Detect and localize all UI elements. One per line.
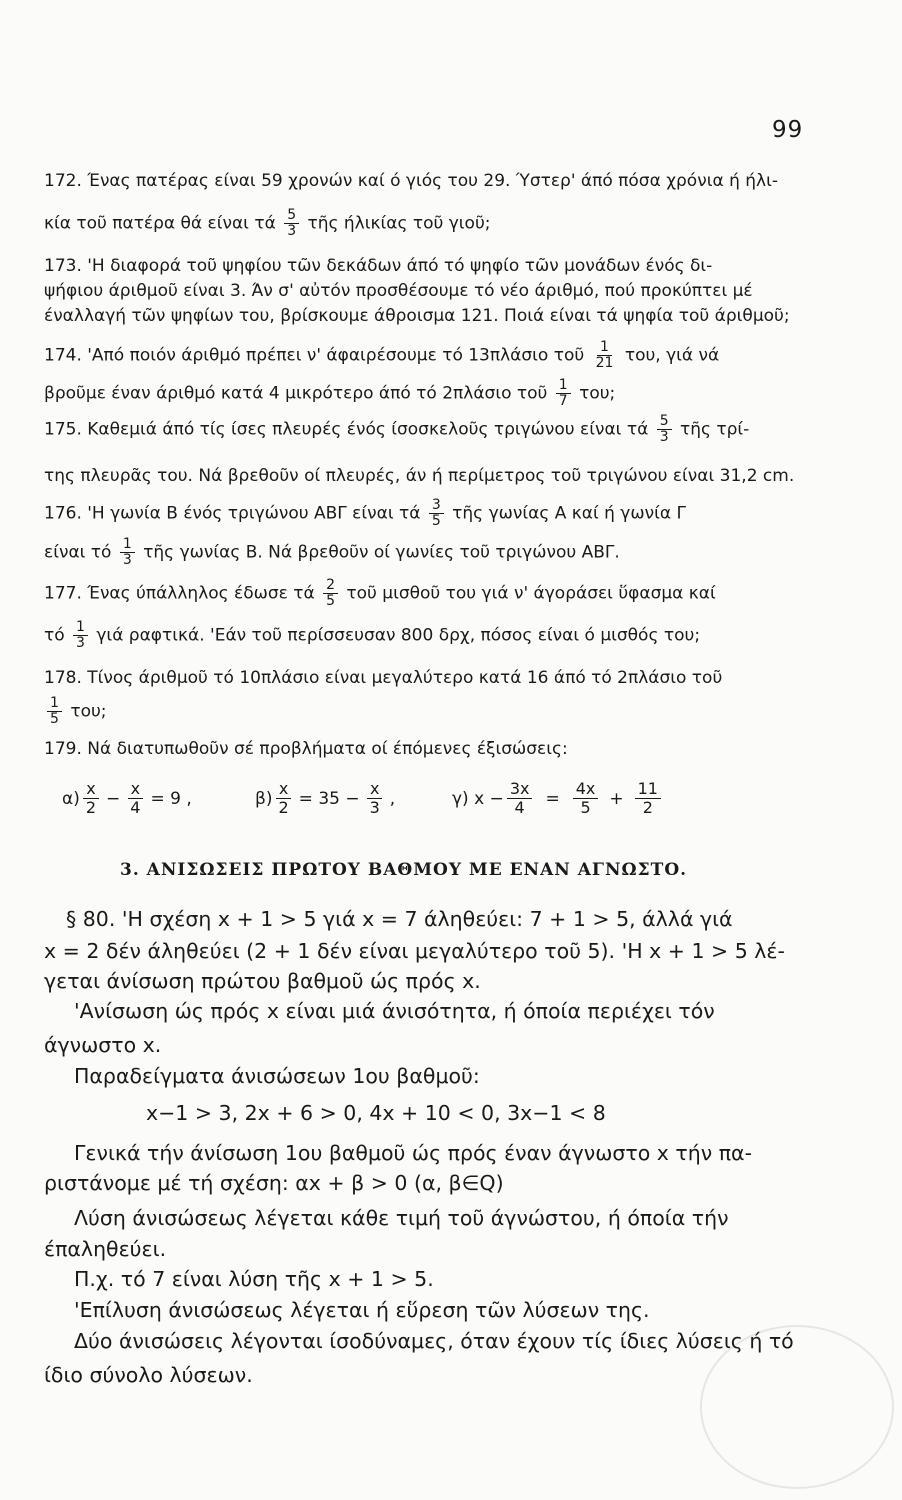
equation-c: γ) x − $\frac{3x}{4}$ = $\frac{4x}{5}$ + $\frac{11}{2}$ xyxy=(452,780,664,817)
section-80-line1: § 80. 'Η σχέση x + 1 > 5 γιά x = 7 άληθεύει: 7 + 1 > 5, άλλά γιά xyxy=(66,907,733,931)
fraction: $\frac{5}{3}$ xyxy=(657,414,672,445)
equation-b: β) $\frac{x}{2}$ = 35 − $\frac{x}{3}$ , xyxy=(255,779,396,817)
section-80-line5: άγνωστο x. xyxy=(44,1033,162,1057)
exercise-173-line1: 173. 'Η διαφορά τοῦ ψηφίου τῶν δεκάδων άπό τό ψηφίο τῶν μονάδων ένός δι- xyxy=(44,256,713,276)
fraction: $\frac{1}{21}$ xyxy=(595,339,614,371)
fraction: $\frac{4x}{5}$ xyxy=(573,780,599,817)
exercise-176-line1: 176. 'Η γωνία Β ένός τριγώνου ΑΒΓ είναι τά $\frac{3}{5}$ τῆς γωνίας Α καί ή γωνία Γ xyxy=(44,497,686,529)
library-stamp xyxy=(700,1325,894,1489)
fraction: $\frac{x}{4}$ xyxy=(127,780,143,817)
fraction: $\frac{1}{3}$ xyxy=(73,620,88,651)
exercise-173-line2: ψήφιου άριθμοῦ είναι 3. Άν σ' αὐτόν προσθέσουμε τό νέο άριθμό, πού προκύπτει μέ xyxy=(44,281,753,301)
page-number: 99 xyxy=(772,117,804,143)
fraction: $\frac{5}{3}$ xyxy=(284,208,299,239)
section-80-line6: Παραδείγματα άνισώσεων 1ου βαθμοῦ: xyxy=(74,1064,480,1088)
section-80-line3: γεται άνίσωση πρώτου βαθμοῦ ώς πρός x. xyxy=(44,969,481,993)
section-heading: 3. ΑΝΙΣΩΣΕΙΣ ΠΡΩΤΟΥ ΒΑΘΜΟΥ ΜΕ ΕΝΑΝ ΑΓΝΩΣΤΟ. xyxy=(120,860,688,880)
exercise-175-line2: της πλευρᾶς του. Νά βρεθοῦν οί πλευρές, άν ή περίμετρος τοῦ τριγώνου είναι 31,2 cm. xyxy=(44,466,795,486)
fraction: $\frac{1}{3}$ xyxy=(120,537,135,568)
exercise-178-line1: 178. Τίνος άριθμοῦ τό 10πλάσιο είναι μεγαλύτερο κατά 16 άπό τό 2πλάσιο τοῦ xyxy=(44,668,723,688)
exercise-176-line2: είναι τό $\frac{1}{3}$ τῆς γωνίας Β. Νά βρεθοῦν οί γωνίες τοῦ τριγώνου ΑΒΓ. xyxy=(44,536,620,568)
section-80-line14: Δύο άνισώσεις λέγονται ίσοδύναμες, όταν έχουν τίς ίδιες λύσεις ή τό xyxy=(74,1329,794,1353)
section-80-line9: ριστάνομε μέ τή σχέση: αx + β > 0 (α, β∈Q) xyxy=(44,1171,504,1195)
exercise-174-line2: βροῦμε έναν άριθμό κατά 4 μικρότερο άπό τό 2πλάσιο τοῦ $\frac{1}{7}$ του; xyxy=(44,377,616,409)
exercise-177-line2: τό $\frac{1}{3}$ γιά ραφτικά. 'Εάν τοῦ περίσσευσαν 800 δρχ, πόσος είναι ό μισθός του; xyxy=(44,619,701,651)
fraction: $\frac{11}{2}$ xyxy=(635,780,661,817)
section-80-line4: 'Ανίσωση ώς πρός x είναι μιά άνισότητα, ή όποία περιέχει τόν xyxy=(74,999,715,1023)
fraction: $\frac{1}{5}$ xyxy=(47,696,62,727)
fraction: $\frac{1}{7}$ xyxy=(556,378,571,409)
exercise-175-line1: 175. Καθεμιά άπό τίς ίσες πλευρές ένός ίσοσκελοῦς τριγώνου είναι τά $\frac{5}{3}$ τῆς τρί- xyxy=(44,413,750,445)
exercise-178-line2: $\frac{1}{5}$ του; xyxy=(44,696,107,727)
section-80-line13: 'Επίλυση άνισώσεως λέγεται ή εὕρεση τῶν λύσεων της. xyxy=(74,1298,650,1322)
exercise-177-line1: 177. Ένας ύπάλληλος έδωσε τά $\frac{2}{5}$ τοῦ μισθοῦ του γιά ν' άγοράσει ὕφασμα καί xyxy=(44,577,716,609)
fraction: $\frac{x}{2}$ xyxy=(83,780,99,817)
section-80-line2: x = 2 δέν άληθεύει (2 + 1 δέν είναι μεγαλύτερο τοῦ 5). 'Η x + 1 > 5 λέ- xyxy=(44,939,785,963)
section-80-line15: ίδιο σύνολο λύσεων. xyxy=(44,1363,253,1387)
section-80-line12: Π.χ. τό 7 είναι λύση τῆς x + 1 > 5. xyxy=(74,1267,434,1291)
equation-a: α) $\frac{x}{2}$ − $\frac{x}{4}$ = 9 , xyxy=(62,779,192,817)
fraction: $\frac{2}{5}$ xyxy=(323,578,338,609)
fraction: $\frac{3}{5}$ xyxy=(429,498,444,529)
fraction: $\frac{3x}{4}$ xyxy=(507,780,533,817)
section-80-line11: έπαληθεύει. xyxy=(44,1237,167,1261)
fraction: $\frac{x}{3}$ xyxy=(367,780,383,817)
exercise-173-line3: έναλλαγή τῶν ψηφίων του, βρίσκουμε άθροισμα 121. Ποιά είναι τά ψηφία τοῦ άριθμοῦ; xyxy=(44,306,790,326)
inequality-examples: x−1 > 3, 2x + 6 > 0, 4x + 10 < 0, 3x−1 < 8 xyxy=(146,1101,606,1125)
exercise-179-line1: 179. Νά διατυπωθοῦν σέ προβλήματα οί έπόμενες έξισώσεις: xyxy=(44,739,568,759)
exercise-172-line2: κία τοῦ πατέρα θά είναι τά $\frac{5}{3}$ τῆς ήλικίας τοῦ γιοῦ; xyxy=(44,207,491,239)
section-80-line8: Γενικά τήν άνίσωση 1ου βαθμοῦ ώς πρός έναν άγνωστο x τήν πα- xyxy=(74,1141,752,1165)
section-80-line10: Λύση άνισώσεως λέγεται κάθε τιμή τοῦ άγνώστου, ή όποία τήν xyxy=(74,1206,729,1230)
exercise-172-line1: 172. Ένας πατέρας είναι 59 χρονών καί ό γιός του 29. Ύστερ' άπό πόσα χρόνια ή ήλι- xyxy=(44,171,778,191)
fraction: $\frac{x}{2}$ xyxy=(275,780,291,817)
exercise-174-line1: 174. 'Από ποιόν άριθμό πρέπει ν' άφαιρέσουμε τό 13πλάσιο τοῦ $\frac{1}{21}$ του, γιά νά xyxy=(44,339,720,371)
